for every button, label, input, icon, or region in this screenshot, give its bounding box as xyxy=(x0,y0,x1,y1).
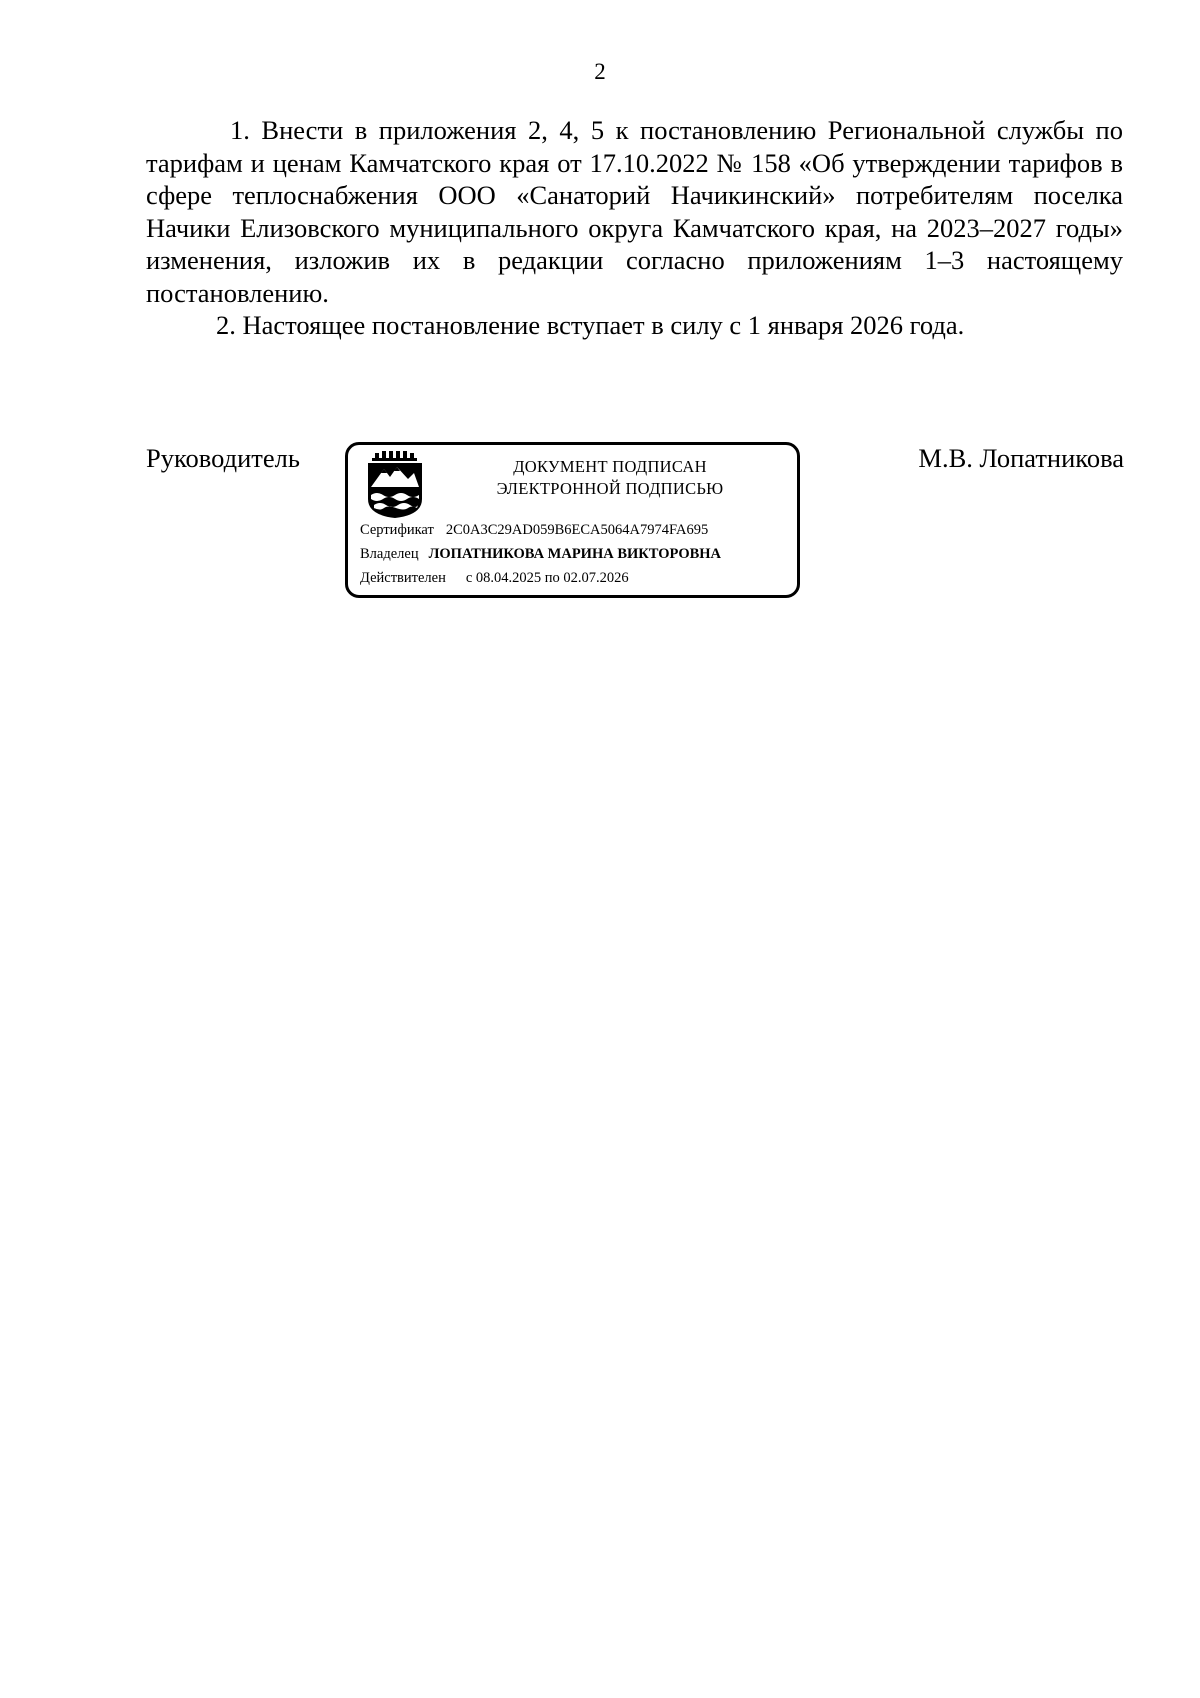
validity-value: с 08.04.2025 по 02.07.2026 xyxy=(465,570,629,586)
validity-label: Действителен xyxy=(360,570,446,586)
signatory-name: М.В. Лопатникова xyxy=(918,443,1124,473)
paragraph-1: 1. Внести в приложения 2, 4, 5 к постановлению Региональной службы по тарифам и ценам Камчатского края от 17.10.2022 № 158 «Об утверждении тарифов в сфере теплоснабжения ООО «Санаторий Начикинский» потребителям поселка Начики Елизовского муниципального округа Камчатского края, на 2023–2027 годы» изменения, изложив их в редакции согласно приложениям 1–3 настоящему постановлению. xyxy=(146,115,1123,308)
owner-label: Владелец xyxy=(360,546,419,562)
stamp-validity-row xyxy=(360,570,629,587)
page-number: 2 xyxy=(594,59,606,84)
electronic-signature-stamp xyxy=(345,442,800,598)
kamchatka-coat-of-arms-icon xyxy=(362,451,428,519)
owner-value: ЛОПАТНИКОВА МАРИНА ВИКТОРОВНА xyxy=(428,546,722,562)
signatory-role: Руководитель xyxy=(146,443,300,473)
paragraph-2: 2. Настоящее постановление вступает в силу с 1 января 2026 года. xyxy=(216,310,965,340)
certificate-label: Сертификат xyxy=(360,522,434,538)
body-text xyxy=(146,114,1123,342)
certificate-value: 2C0A3C29AD059B6ECA5064A7974FA695 xyxy=(445,522,709,538)
stamp-certificate-row xyxy=(360,522,708,539)
stamp-title-line-1: ДОКУМЕНТ ПОДПИСАН xyxy=(513,457,707,476)
stamp-owner-row xyxy=(360,546,721,563)
stamp-title-line-2: ЭЛЕКТРОННОЙ ПОДПИСЬЮ xyxy=(496,479,724,498)
